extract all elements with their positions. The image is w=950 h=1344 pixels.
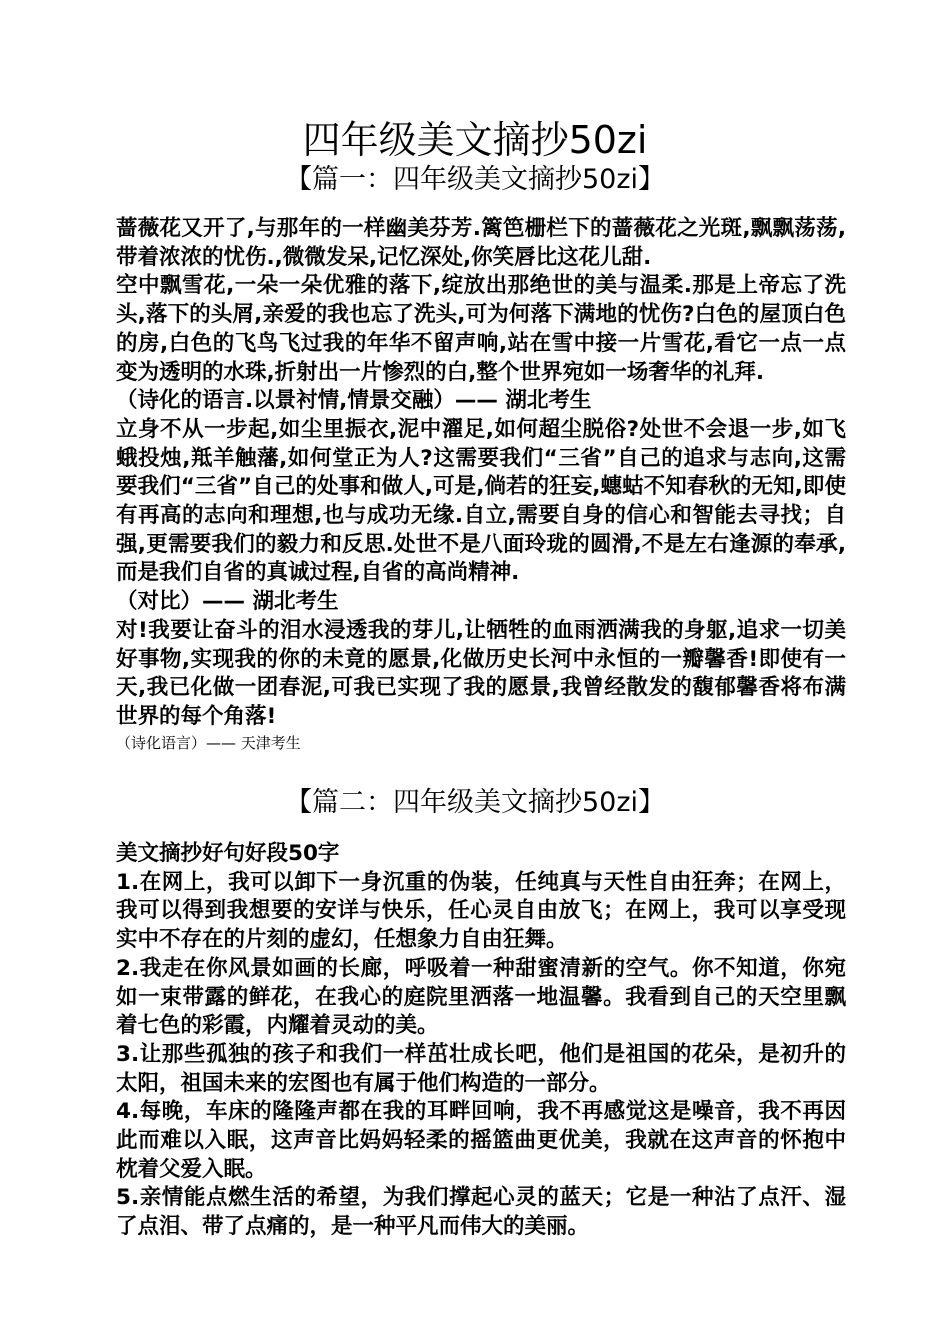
section-heading-1: 【篇一：四年级美文摘抄50zi】 (284, 164, 666, 195)
list-item: 4.每晚，车床的隆隆声都在我的耳畔回响，我不再感觉这是噪音，我不再因此而难以入眠，这声音比妈妈轻柔的摇篮曲更优美，我就在这声音的怀抱中枕着父爱入眠。 (116, 1099, 846, 1182)
paragraph: 对!我要让奋斗的泪水浸透我的芽儿,让牺牲的血雨洒满我的身躯,追求一切美好事物,实现我的你的未竟的愿景,化做历史长河中永恒的一瓣馨香!即使有一天,我已化做一团春泥,可我已实现了我的愿景,我曾经散发的馥郁馨香将布满世界的每个角落! (116, 617, 846, 729)
subheading: 美文摘抄好句好段50字 (116, 841, 340, 866)
section-heading-2: 【篇二：四年级美文摘抄50zi】 (284, 787, 666, 818)
paragraph: 空中飘雪花,一朵一朵优雅的落下,绽放出那绝世的美与温柔.那是上帝忘了洗头,落下的头屑,亲爱的我也忘了洗头,可为何落下满地的忧伤?白色的屋顶白色的房,白色的飞鸟飞过我的年华不留声响,站在雪中接一片雪花,看它一点一点变为透明的水珠,折射出一片惨烈的白,整个世界宛如一场奢华的礼拜. (116, 273, 846, 385)
paragraph: 蔷薇花又开了,与那年的一样幽美芬芳.篱笆栅栏下的蔷薇花之光斑,飘飘荡荡,带着浓浓的忧伤.,微微发呆,记忆深处,你笑唇比这花儿甜. (116, 216, 846, 270)
section-2-body (116, 840, 846, 1242)
document-title: 四年级美文摘抄50zi (302, 118, 648, 162)
source-note: （诗化的语言.以景衬情,情景交融）—— 湖北考生 (116, 388, 592, 414)
list-item: 1.在网上，我可以卸下一身沉重的伪装，任纯真与天性自由狂奔；在网上，我可以得到我想要的安详与快乐，任心灵自由放飞；在网上，我可以享受现实中不存在的片刻的虚幻，任想象力自由狂舞。 (116, 869, 846, 953)
source-note-small: （诗化语言）—— 天津考生 (116, 733, 301, 752)
list-item: 3.让那些孤独的孩子和我们一样茁壮成长吧，他们是祖国的花朵，是初升的太阳，祖国未来的宏图也有属于他们构造的一部分。 (116, 1041, 846, 1096)
source-note: （对比）—— 湖北考生 (116, 589, 339, 615)
section-1-body (116, 215, 846, 754)
list-item: 2.我走在你风景如画的长廊，呼吸着一种甜蜜清新的空气。你不知道，你宛如一束带露的鲜花，在我心的庭院里洒落一地温馨。我看到自己的天空里飘着七色的彩霞，内耀着灵动的美。 (116, 955, 846, 1039)
list-item: 5.亲情能点燃生活的希望，为我们撑起心灵的蓝天；它是一种沾了点汗、湿了点泪、带了点痛的，是一种平凡而伟大的美丽。 (116, 1185, 846, 1240)
paragraph: 立身不从一步起,如尘里振衣,泥中濯足,如何超尘脱俗?处世不会退一步,如飞蛾投烛,羝羊触藩,如何堂正为人?这需要我们“三省”自己的追求与志向,这需要我们“三省”自己的处事和做人,可是,倘若的狂妄,蟪蛄不知春秋的无知,即使有再高的志向和理想,也与成功无缘.自立,需要自身的信心和智能去寻找；自强,更需要我们的毅力和反思.处世不是八面玲珑的圆滑,不是左右逢源的奉承,而是我们自省的真诚过程,自省的高尚精神. (116, 416, 846, 586)
